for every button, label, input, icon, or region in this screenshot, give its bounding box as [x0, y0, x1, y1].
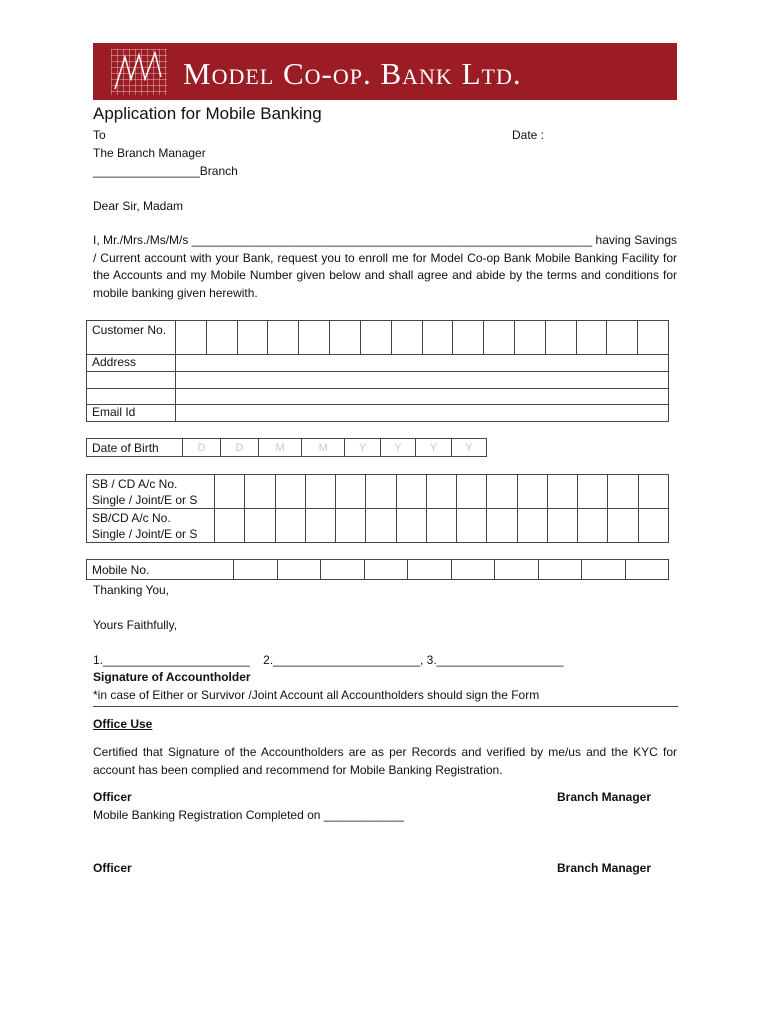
- customer-no-cell[interactable]: [638, 321, 669, 355]
- account-1-cell[interactable]: [457, 475, 487, 509]
- mobile-digit-cell[interactable]: [364, 560, 408, 580]
- account-1-cell[interactable]: [517, 475, 547, 509]
- account-2-cell[interactable]: [336, 509, 366, 543]
- account-2-cell[interactable]: [215, 509, 245, 543]
- customer-no-cell[interactable]: [330, 321, 361, 355]
- customer-no-cell[interactable]: [360, 321, 391, 355]
- account-1-cell[interactable]: [336, 475, 366, 509]
- to-label: To: [93, 128, 106, 142]
- account-2-cell[interactable]: [547, 509, 577, 543]
- mobile-digit-cell[interactable]: [538, 560, 582, 580]
- account-1-cell[interactable]: [305, 475, 335, 509]
- account-2-cell[interactable]: [487, 509, 517, 543]
- account-1-label-a: SB / CD A/c No.: [92, 477, 178, 491]
- account-2-cell[interactable]: [457, 509, 487, 543]
- dob-month-cell[interactable]: M: [302, 439, 345, 457]
- account-2-cell[interactable]: [638, 509, 668, 543]
- officer-label-2: Officer: [93, 861, 132, 875]
- customer-no-cell[interactable]: [176, 321, 207, 355]
- mobile-label: Mobile No.: [87, 560, 234, 580]
- signature-note: *in case of Either or Survivor /Joint Account all Accountholders should sign the Form: [93, 688, 540, 702]
- account-1-cell[interactable]: [245, 475, 275, 509]
- account-2-label: [87, 509, 215, 543]
- salutation: Dear Sir, Madam: [93, 199, 184, 213]
- customer-details-table: [86, 320, 669, 422]
- yours-faithfully: Yours Faithfully,: [93, 618, 178, 632]
- dob-label: Date of Birth: [87, 439, 183, 457]
- certification-paragraph: Certified that Signature of the Accountholders are as per Records and verified by me/us and the KYC for account has been complied and recommend for Mobile Banking Registration.: [93, 745, 677, 777]
- dob-year-cell[interactable]: Y: [451, 439, 486, 457]
- account-1-cell[interactable]: [275, 475, 305, 509]
- mobile-digit-cell[interactable]: [321, 560, 365, 580]
- mobile-digit-cell[interactable]: [234, 560, 278, 580]
- customer-no-cell[interactable]: [453, 321, 484, 355]
- account-2-cell[interactable]: [517, 509, 547, 543]
- bank-header-banner: [93, 43, 677, 100]
- date-label: Date :: [512, 128, 545, 142]
- customer-no-cell[interactable]: [607, 321, 638, 355]
- customer-no-cell[interactable]: [299, 321, 330, 355]
- form-title: Application for Mobile Banking: [93, 104, 322, 123]
- customer-no-cell[interactable]: [268, 321, 299, 355]
- account-1-label-b: Single / Joint/E or S: [92, 493, 198, 507]
- customer-no-cell[interactable]: [206, 321, 237, 355]
- account-2-cell[interactable]: [275, 509, 305, 543]
- registration-completed[interactable]: Mobile Banking Registration Completed on ____________: [93, 808, 404, 822]
- account-1-cell[interactable]: [366, 475, 396, 509]
- bank-name: Model Co-op. Bank Ltd.: [183, 56, 522, 91]
- dob-day-cell[interactable]: D: [221, 439, 259, 457]
- mobile-digit-cell[interactable]: [582, 560, 626, 580]
- branch-manager-label-1: Branch Manager: [557, 790, 652, 804]
- account-2-label-a: SB/CD A/c No.: [92, 511, 171, 525]
- account-2-cell[interactable]: [578, 509, 608, 543]
- account-1-cell[interactable]: [608, 475, 638, 509]
- dob-table: [86, 438, 487, 457]
- account-1-label: [87, 475, 215, 509]
- account-2-cell[interactable]: [426, 509, 456, 543]
- branch-line[interactable]: ________________Branch: [93, 164, 238, 178]
- address-label: Address: [87, 355, 176, 372]
- account-1-cell[interactable]: [547, 475, 577, 509]
- customer-no-cell[interactable]: [514, 321, 545, 355]
- customer-no-cell[interactable]: [576, 321, 607, 355]
- address-line-3[interactable]: [176, 389, 669, 405]
- account-1-cell[interactable]: [396, 475, 426, 509]
- email-cell[interactable]: [176, 405, 669, 422]
- mobile-digit-cell[interactable]: [451, 560, 495, 580]
- office-use-heading: Office Use: [93, 717, 153, 731]
- account-1-cell[interactable]: [638, 475, 668, 509]
- account-1-cell[interactable]: [487, 475, 517, 509]
- mobile-digit-cell[interactable]: [408, 560, 452, 580]
- bank-logo-icon: [111, 49, 167, 95]
- customer-no-label: Customer No.: [87, 321, 176, 355]
- customer-no-cell[interactable]: [545, 321, 576, 355]
- section-divider: [93, 706, 678, 707]
- branch-manager-label-2: Branch Manager: [557, 861, 652, 875]
- account-2-label-b: Single / Joint/E or S: [92, 527, 198, 541]
- account-table: [86, 474, 669, 543]
- addressee: The Branch Manager: [93, 146, 206, 160]
- account-2-cell[interactable]: [608, 509, 638, 543]
- officer-label-1: Officer: [93, 790, 132, 804]
- email-label: Email Id: [87, 405, 176, 422]
- customer-no-cell[interactable]: [422, 321, 453, 355]
- account-2-cell[interactable]: [396, 509, 426, 543]
- signature-lines[interactable]: 1.______________________ 2.______________________, 3.___________________: [93, 653, 564, 667]
- customer-no-cell[interactable]: [391, 321, 422, 355]
- mobile-digit-cell[interactable]: [625, 560, 669, 580]
- mobile-digit-cell[interactable]: [495, 560, 539, 580]
- address-line-2[interactable]: [176, 372, 669, 389]
- dob-month-cell[interactable]: M: [259, 439, 302, 457]
- account-1-cell[interactable]: [578, 475, 608, 509]
- account-2-cell[interactable]: [366, 509, 396, 543]
- mobile-table: [86, 559, 669, 580]
- customer-no-cell[interactable]: [484, 321, 515, 355]
- address-line-1[interactable]: [176, 355, 669, 372]
- thanking-you: Thanking You,: [93, 583, 170, 597]
- application-paragraph: I, Mr./Mrs./Ms/M/s ____________________________________________________________ having Savings / Current account with your Bank, request you to enroll me for Model Co-op Bank Mobile Banking Facility for the Accounts and my Mobile Number given below and shall agree and abide by the terms and conditions for mobile banking given herewith.: [93, 233, 677, 300]
- account-1-cell[interactable]: [426, 475, 456, 509]
- dob-day-cell[interactable]: D: [183, 439, 221, 457]
- dob-year-cell[interactable]: Y: [345, 439, 380, 457]
- account-2-cell[interactable]: [305, 509, 335, 543]
- account-1-cell[interactable]: [215, 475, 245, 509]
- mobile-digit-cell[interactable]: [277, 560, 321, 580]
- dob-year-cell[interactable]: Y: [416, 439, 451, 457]
- signature-title: Signature of Accountholder: [93, 670, 251, 684]
- dob-year-cell[interactable]: Y: [380, 439, 415, 457]
- customer-no-cell[interactable]: [237, 321, 268, 355]
- account-2-cell[interactable]: [245, 509, 275, 543]
